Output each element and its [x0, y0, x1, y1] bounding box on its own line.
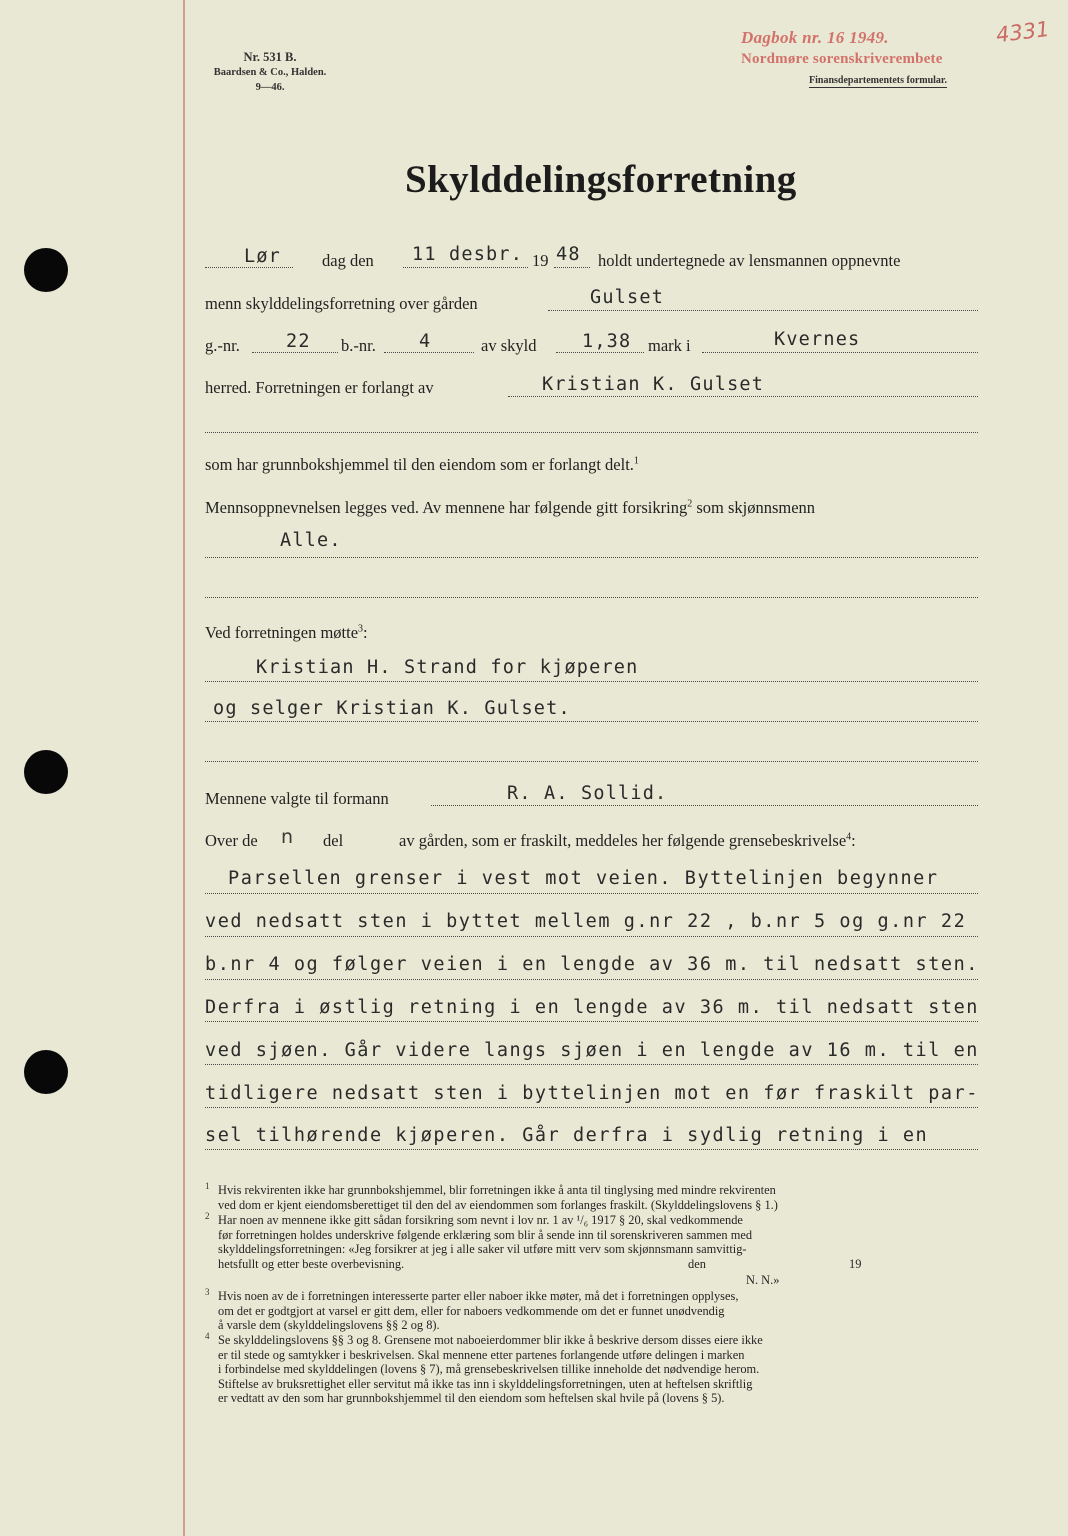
footnote-2: Har noen av mennene ikke gitt sådan forsikring som nevnt i lov nr. 1 av ¹/₆ 1917 § 20, skal vedkommende før forretningen holdes underskrive følgende erklæring som blir å sende inn til sorenskriveren sammen med skylddelingsforretningen: «Jeg forsikrer at jeg i alle saker vil utføre mitt verv som skjønnsmann samvittig- hetsfullt og etter beste overbevisning. [218, 1213, 753, 1271]
document-title: Skylddelingsforretning [405, 158, 797, 201]
label-mark: mark i [648, 336, 691, 355]
municipality-value: Kvernes [774, 329, 861, 350]
description-line: b.nr 4 og følger veien i en lengde av 36 m. til nedsatt sten. [205, 954, 979, 975]
footnote-4: Se skylddelingslovens §§ 3 og 8. Grensene mot naboeierdommer blir ikke å beskrive dersom disses eiere ikke er til stede og samtykker i beskrivelsen. Skal mennene etter partenes forlangende utføre delingen i marken i forbindelse med skylddelingen (lovens § 7), må grensebeskrivelsen tillike inneholde det nødvendige herom. Stiftelse av bruksrettighet eller servitut må ikke tas inn i skylddelingsforretningen, uten at heftelsen skriftlig er vedtatt av den som har grunnbokshjemmel til den eiendom som heftelsen skal hvile på (lovens § 5). [218, 1333, 763, 1406]
label-gnr: g.-nr. [205, 336, 240, 355]
label-boundary: av gården, som er fraskilt, meddeles her følgende grensebeskrivelse$^4$: [399, 831, 856, 850]
skyld-value: 1,38 [582, 331, 632, 352]
description-line: sel tilhørende kjøperen. Går derfra i sydlig retning i en [205, 1125, 929, 1146]
label-chair: Mennene valgte til formann [205, 789, 389, 808]
title-holder-text: som har grunnbokshjemmel til den eiendom som er forlangt delt.$^1$ [205, 455, 639, 474]
footnote-marker: 2 [205, 1211, 210, 1221]
footnote-2-year: 19 [849, 1257, 862, 1271]
part-value: n [281, 826, 294, 848]
weekday-value: Lør [244, 246, 282, 267]
form-source: Finansdepartementets formular. [809, 75, 947, 86]
journal-stamp: Dagbok nr. 16 1949. [741, 28, 889, 47]
footnote-3: Hvis noen av de i forretningen interesserte parter eller naboer ikke møter, må det i forretningen opplyses, om det er godtgjort at varsel er gitt dem, eller for naboers vedkommende om det er funnet unødvendig å varsle dem (skylddelingslovens §§ 2 og 8). [218, 1289, 739, 1333]
label-farm: menn skylddelingsforretning over gården [205, 294, 478, 313]
form-number: Nr. 531 B. [243, 50, 297, 64]
punch-hole-icon [24, 750, 68, 794]
present-line-1: Kristian H. Strand for kjøperen [256, 657, 639, 678]
requester-value: Kristian K. Gulset [542, 374, 765, 395]
label-dag-den: dag den [322, 251, 374, 270]
present-line-2: og selger Kristian K. Gulset. [213, 698, 571, 719]
footnote-marker: 1 [205, 1181, 210, 1191]
footnote-marker: 3 [205, 1287, 210, 1297]
description-line: tidligere nedsatt sten i byttelinjen mot en før fraskilt par- [205, 1083, 979, 1104]
printer-name: Baardsen & Co., Halden. [213, 67, 327, 78]
description-line: Derfra i østlig retning i en lengde av 36 m. til nedsatt sten [205, 997, 979, 1018]
footnote-marker: 4 [205, 1331, 210, 1341]
appointment-text: Mennsoppnevnelsen legges ved. Av mennene har følgende gitt forsikring$^2$ som skjønnsmenn [205, 498, 816, 517]
label-del: del [323, 831, 344, 850]
page-number: 4331 [994, 16, 1051, 48]
label-bnr: b.-nr. [341, 336, 376, 355]
punch-hole-icon [24, 248, 68, 292]
label-19: 19 [532, 251, 549, 270]
chair-value: R. A. Sollid. [507, 783, 668, 804]
print-date: 9—46. [255, 82, 285, 93]
assessors-value: Alle. [280, 530, 342, 551]
label-requested-by: herred. Forretningen er forlangt av [205, 378, 434, 397]
footnote-2-signature: N. N.» [746, 1273, 780, 1287]
footnote-1: Hvis rekvirenten ikke har grunnbokshjemmel, blir forretningen ikke å anta til tinglysing med mindre rekvirenten ved dom er kjent eiendomsberettiget til den del av eiendommen som forlanges fraskilt. (Skylddelingslovens § 1.) [218, 1183, 778, 1212]
court-stamp: Nordmøre sorenskriverembete [741, 51, 943, 67]
label-over-de: Over de [205, 831, 258, 850]
bnr-value: 4 [419, 331, 432, 352]
description-line: ved nedsatt sten i byttet mellem g.nr 22 , b.nr 5 og g.nr 22 [205, 911, 967, 932]
label-holdt: holdt undertegnede av lensmannen oppnevnte [598, 251, 901, 270]
printer-imprint [205, 50, 335, 95]
description-line: Parsellen grenser i vest mot veien. Byttelinjen begynner [228, 868, 939, 889]
punch-hole-icon [24, 1050, 68, 1094]
red-margin-line [183, 0, 185, 1536]
year-value: 48 [556, 244, 581, 265]
farm-value: Gulset [590, 287, 665, 308]
label-present: Ved forretningen møtte$^3$: [205, 623, 368, 642]
label-skyld: av skyld [481, 336, 537, 355]
date-value: 11 desbr. [412, 244, 524, 265]
footnote-2-den: den [688, 1257, 706, 1271]
gnr-value: 22 [286, 331, 311, 352]
description-line: ved sjøen. Går videre langs sjøen i en lengde av 16 m. til en [205, 1040, 979, 1061]
